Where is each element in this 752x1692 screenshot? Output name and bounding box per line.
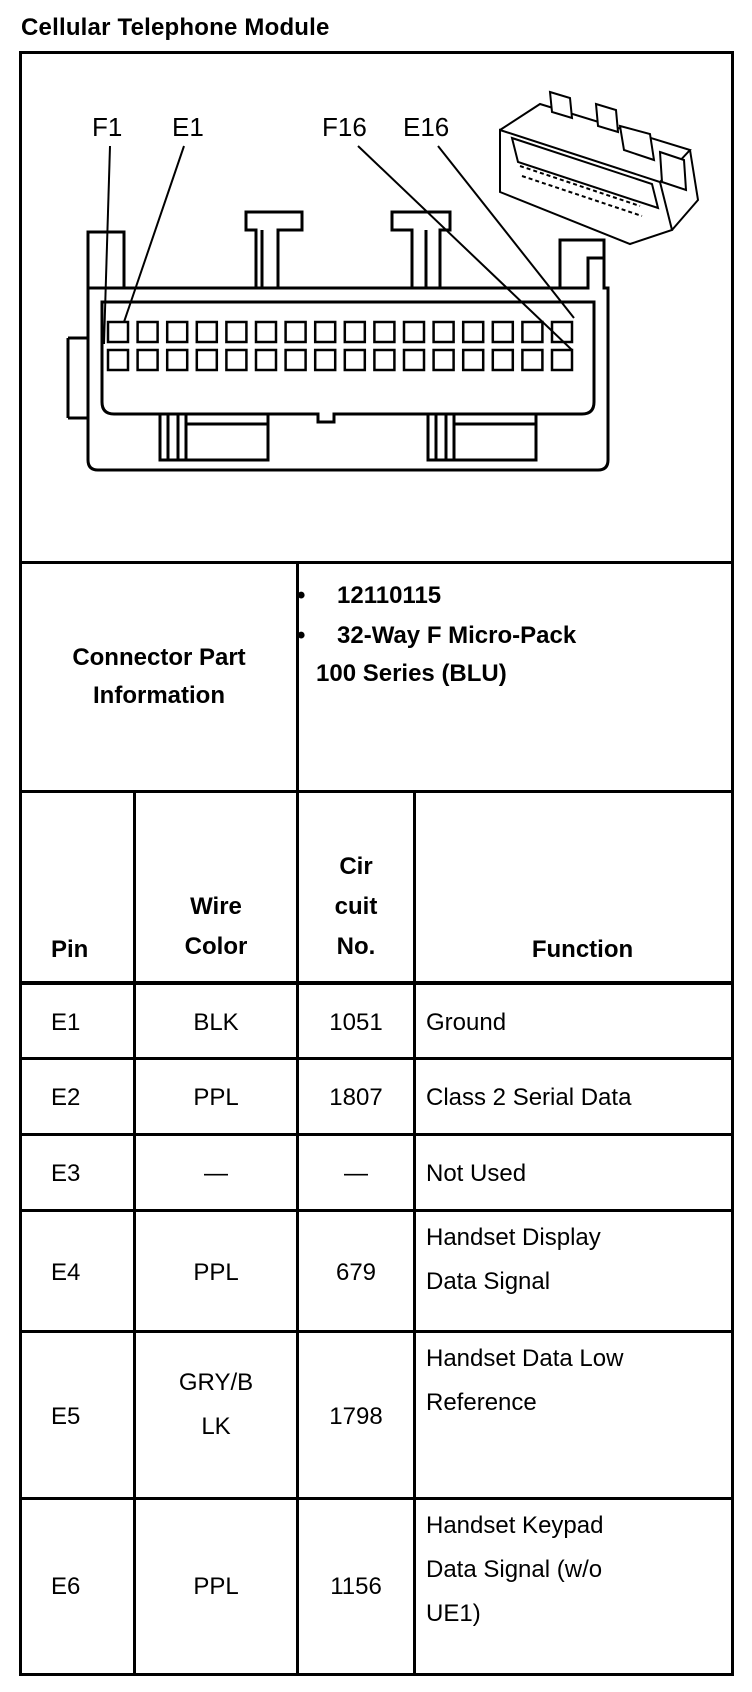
connector-diagram — [0, 0, 752, 560]
pin-cavity — [286, 350, 306, 370]
table-cell-pin — [22, 1212, 133, 1333]
pin-cavity — [522, 350, 542, 370]
cell-text: 679 — [335, 1258, 377, 1286]
table-cell-pin — [22, 1500, 133, 1673]
label-f16: F16 — [322, 112, 367, 142]
cell-text: 1051 — [329, 1008, 383, 1036]
pin-cavity — [315, 350, 335, 370]
pin-cavity — [138, 322, 158, 342]
table-cell-pin — [22, 985, 133, 1060]
table-cell-function — [416, 1333, 731, 1500]
pin-cavity — [463, 350, 483, 370]
table-cell-function — [416, 1136, 731, 1212]
connector-thumbnail — [500, 92, 698, 244]
table-cell-wire-color — [136, 985, 296, 1060]
pin-cavity — [108, 322, 128, 342]
cell-text: Ground — [426, 1008, 507, 1036]
table-cell-wire-color — [136, 1060, 296, 1136]
cell-text: E2 — [51, 1084, 81, 1111]
table-cell-pin — [22, 1136, 133, 1212]
cell-text: LK — [201, 1413, 231, 1440]
table-cell-function — [416, 1060, 731, 1136]
table-cell-function — [416, 985, 731, 1060]
table-cell-circuit — [299, 1212, 413, 1333]
pin-cavity — [522, 322, 542, 342]
label-e1: E1 — [172, 112, 204, 142]
cell-text: PPL — [193, 1084, 239, 1111]
pin-cavity — [315, 322, 335, 342]
table-cell-wire-color — [136, 1333, 296, 1500]
pin-cavity — [404, 322, 424, 342]
cell-text: E5 — [51, 1402, 81, 1430]
pin-cavity — [167, 322, 187, 342]
cell-text: 1798 — [329, 1402, 383, 1430]
pin-cavity — [404, 350, 424, 370]
header-pin: Pin — [51, 936, 89, 963]
header-function: Function — [531, 936, 634, 963]
cell-text: — — [204, 1160, 228, 1187]
page-title: Cellular Telephone Module — [21, 14, 330, 41]
pin-cavity — [138, 350, 158, 370]
cell-text: UE1) — [426, 1600, 481, 1627]
cell-text: Data Signal — [426, 1268, 551, 1295]
table-border-bottom — [19, 1673, 734, 1676]
cell-text: Reference — [426, 1389, 537, 1416]
pin-cavity — [463, 322, 483, 342]
pin-cavity — [552, 350, 572, 370]
pin-cavity — [286, 322, 306, 342]
table-cell-circuit — [299, 1060, 413, 1136]
table-cell-pin — [22, 1060, 133, 1136]
table-cell-wire-color — [136, 1500, 296, 1673]
pin-cavity — [552, 322, 572, 342]
table-cell-wire-color — [136, 1136, 296, 1212]
cell-text: Class 2 Serial Data — [426, 1084, 632, 1111]
pin-cavity — [108, 350, 128, 370]
cell-text: PPL — [193, 1572, 239, 1600]
cell-text: GRY/B — [178, 1369, 254, 1396]
pin-cavity — [167, 350, 187, 370]
cell-text: Handset Data Low — [426, 1345, 624, 1372]
label-e16: E16 — [403, 112, 450, 142]
table-border-right — [731, 51, 734, 1676]
pin-cavity — [197, 350, 217, 370]
pin-cavity — [226, 322, 246, 342]
pin-cavity — [374, 322, 394, 342]
cell-text: 1807 — [329, 1084, 383, 1111]
connector-type: 32-Way F Micro-Pack — [337, 622, 577, 649]
connector-series: 100 Series (BLU) — [316, 660, 507, 687]
cell-text: BLK — [193, 1008, 239, 1036]
table-border-top — [19, 51, 734, 54]
part-number: 12110115 — [337, 582, 442, 609]
pin-cavity — [493, 322, 513, 342]
pin-cavity — [256, 350, 276, 370]
table-cell-function — [416, 1500, 731, 1673]
pin-cavity — [345, 322, 365, 342]
cell-text: PPL — [193, 1258, 239, 1286]
pin-cavity — [374, 350, 394, 370]
pin-cavity — [493, 350, 513, 370]
cell-text: Handset Display — [426, 1224, 601, 1251]
label-f1: F1 — [92, 112, 123, 142]
cell-text: E6 — [51, 1572, 81, 1600]
cell-text: E3 — [51, 1160, 81, 1187]
connector-info-label: Connector Part Information — [72, 644, 246, 709]
table-cell-circuit — [299, 985, 413, 1060]
cell-text: E4 — [51, 1258, 81, 1286]
header-circuit-no: Cir cuit No. — [334, 853, 378, 960]
pin-cavity — [434, 322, 454, 342]
table-cell-pin — [22, 1333, 133, 1500]
table-cell-circuit — [299, 1333, 413, 1500]
pin-cavity — [434, 350, 454, 370]
table-cell-circuit — [299, 1136, 413, 1212]
cell-text: Data Signal (w/o — [426, 1556, 603, 1583]
cell-text: 1156 — [330, 1572, 382, 1600]
table-cell-wire-color — [136, 1212, 296, 1333]
cell-text: E1 — [51, 1008, 81, 1036]
cell-text: — — [344, 1160, 368, 1187]
table-cell-circuit — [299, 1500, 413, 1673]
connector-info-values: • 12110115 • 32-Way F Micro-Pack 100 Series (BLU) — [297, 576, 576, 694]
pin-cavity — [256, 322, 276, 342]
pin-cavity — [345, 350, 365, 370]
pin-cavity — [226, 350, 246, 370]
table-cell-function — [416, 1212, 731, 1333]
cell-text: Handset Keypad — [426, 1512, 604, 1539]
header-wire-color: Wire Color — [184, 893, 248, 960]
cell-text: Not Used — [426, 1160, 527, 1187]
pin-cavity — [197, 322, 217, 342]
